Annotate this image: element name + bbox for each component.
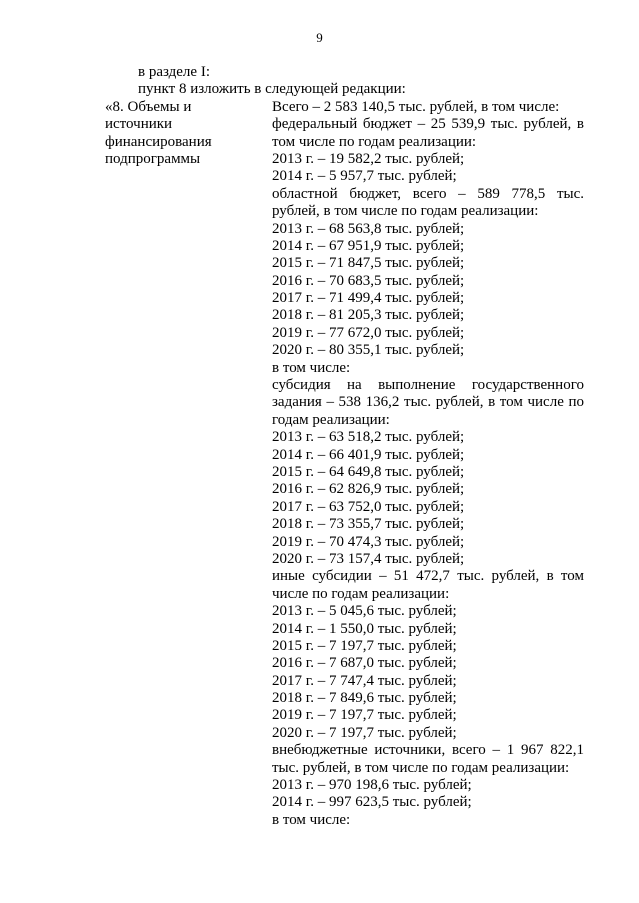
funding-line: 2013 г. – 19 582,2 тыс. рублей; [272,150,465,167]
funding-line: 2016 г. – 7 687,0 тыс. рублей; [272,655,457,672]
funding-line: в том числе: [272,811,351,828]
funding-line: в том числе: [272,359,351,376]
funding-line: 2019 г. – 7 197,7 тыс. рублей; [272,707,457,724]
funding-line: внебюджетные источники, всего – 1 967 822,1 [272,742,584,759]
funding-line: иные субсидии – 51 472,7 тыс. рублей, в том [272,568,584,585]
funding-line: федеральный бюджет – 25 539,9 тыс. рублей, в [272,116,584,133]
funding-line: 2015 г. – 7 197,7 тыс. рублей; [272,637,457,654]
page-number: 9 [316,30,323,45]
intro-line-section: в разделе I: [138,64,210,80]
funding-line: 2017 г. – 71 499,4 тыс. рублей; [272,290,465,307]
funding-line: годам реализации: [272,411,390,428]
funding-line: 2014 г. – 66 401,9 тыс. рублей; [272,446,465,463]
funding-line: 2015 г. – 71 847,5 тыс. рублей; [272,255,465,272]
funding-line: 2017 г. – 7 747,4 тыс. рублей; [272,672,457,689]
funding-line: 2016 г. – 62 826,9 тыс. рублей; [272,481,465,498]
funding-line: 2014 г. – 67 951,9 тыс. рублей; [272,237,465,254]
funding-line: 2018 г. – 81 205,3 тыс. рублей; [272,307,465,324]
heading-line: «8. Объемы и [105,98,192,115]
funding-line: 2018 г. – 7 849,6 тыс. рублей; [272,690,457,707]
funding-details [272,99,584,829]
funding-line: 2013 г. – 63 518,2 тыс. рублей; [272,429,465,446]
intro-text [138,64,406,99]
funding-line: 2014 г. – 1 550,0 тыс. рублей; [272,620,457,637]
funding-heading [105,99,255,169]
funding-line: 2013 г. – 970 198,6 тыс. рублей; [272,777,472,794]
funding-line: 2019 г. – 70 474,3 тыс. рублей; [272,533,465,550]
funding-line: субсидия на выполнение государственного [272,377,584,394]
funding-line: 2018 г. – 73 355,7 тыс. рублей; [272,516,465,533]
funding-line: 2014 г. – 5 957,7 тыс. рублей; [272,168,457,185]
funding-line: 2019 г. – 77 672,0 тыс. рублей; [272,324,465,341]
funding-line: 2016 г. – 70 683,5 тыс. рублей; [272,272,465,289]
heading-line: источники [105,116,173,133]
funding-line: рублей, в том числе по годам реализации: [272,203,539,220]
funding-line: тыс. рублей, в том числе по годам реализации: [272,759,570,776]
funding-line: числе по годам реализации: [272,585,450,602]
funding-line: 2013 г. – 5 045,6 тыс. рублей; [272,603,457,620]
funding-line: 2020 г. – 80 355,1 тыс. рублей; [272,342,465,359]
funding-line: 2013 г. – 68 563,8 тыс. рублей; [272,220,465,237]
funding-line: Всего – 2 583 140,5 тыс. рублей, в том числе: [272,98,560,115]
funding-line: задания – 538 136,2 тыс. рублей, в том числе по [272,394,584,411]
intro-line-instruction: пункт 8 изложить в следующей редакции: [138,81,406,98]
funding-line: 2015 г. – 64 649,8 тыс. рублей; [272,464,465,480]
heading-line: финансирования [105,133,212,150]
funding-line: 2017 г. – 63 752,0 тыс. рублей; [272,498,465,515]
funding-line: 2020 г. – 73 157,4 тыс. рублей; [272,550,465,567]
funding-line: областной бюджет, всего – 589 778,5 тыс. [272,185,584,202]
funding-line: том числе по годам реализации: [272,133,477,150]
heading-line: подпрограммы [105,150,201,167]
funding-line: 2020 г. – 7 197,7 тыс. рублей; [272,724,457,741]
funding-line: 2014 г. – 997 623,5 тыс. рублей; [272,794,472,811]
